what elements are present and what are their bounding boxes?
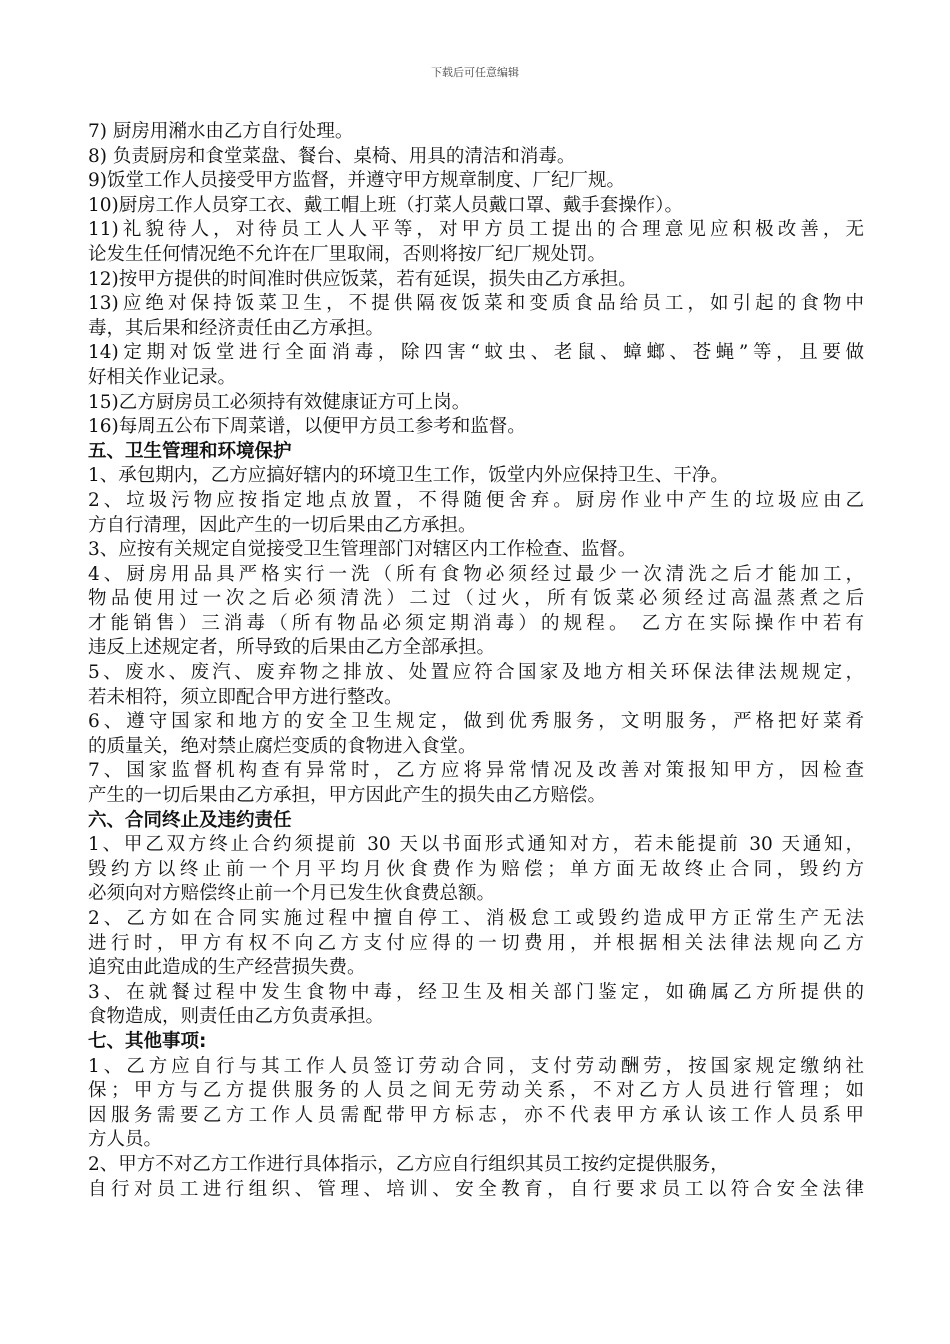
- text-line: 1、甲乙双方终止合约须提前 30 天以书面形式通知对方，若未能提前 30 天通知，: [88, 834, 864, 856]
- text-line: 的质量关，绝对禁止腐烂变质的食物进入食堂。: [88, 735, 477, 757]
- text-line: 追究由此造成的生产经营损失费。: [88, 957, 366, 979]
- text-line: 3、在就餐过程中发生食物中毒，经卫生及相关部门鉴定，如确属乙方所提供的: [88, 981, 864, 1003]
- text-line: 毒，其后果和经济责任由乙方承担。: [88, 317, 385, 339]
- text-line: 6、遵守国家和地方的安全卫生规定，做到优秀服务，文明服务，严格把好菜肴: [88, 711, 864, 733]
- text-line: 自行对员工进行组织、管理、培训、安全教育，自行要求员工以符合安全法律: [88, 1178, 864, 1200]
- page-header-note: 下载后可任意编辑: [431, 66, 519, 79]
- text-line: 7、国家监督机构查有异常时，乙方应将异常情况及改善对策报知甲方，因检查: [88, 760, 864, 782]
- text-line: 若未相符，须立即配合甲方进行整改。: [88, 686, 403, 708]
- text-line: 物品使用过一次之后必须清洗）二过（过火，所有饭菜必须经过高温蒸煮之后: [88, 588, 864, 610]
- text-line: 2、乙方如在合同实施过程中擅自停工、消极怠工或毁约造成甲方正常生产无法: [88, 908, 864, 929]
- text-line: 13)应绝对保持饭菜卫生，不提供隔夜饭菜和变质食品给员工，如引起的食物中: [88, 293, 864, 315]
- section-heading: 五、卫生管理和环境保护: [88, 440, 292, 462]
- text-line: 好相关作业记录。: [88, 366, 237, 388]
- text-line: 7) 厨房用潲水由乙方自行处理。: [88, 121, 354, 142]
- section-heading: 七、其他事项:: [88, 1030, 207, 1052]
- text-line: 3、应按有关规定自觉接受卫生管理部门对辖区内工作检查、监督。: [88, 539, 637, 561]
- text-line: 毁约方以终止前一个月平均月伙食费作为赔偿；单方面无故终止合同，毁约方: [88, 858, 864, 880]
- text-line: 因服务需要乙方工作人员需配带甲方标志，亦不代表甲方承认该工作人员系甲: [88, 1104, 864, 1126]
- text-line: 1、承包期内，乙方应搞好辖内的环境卫生工作，饭堂内外应保持卫生、干净。: [88, 465, 729, 487]
- text-line: 方自行清理，因此产生的一切后果由乙方承担。: [88, 514, 477, 536]
- text-line: 2、垃圾污物应按指定地点放置，不得随便舍弃。厨房作业中产生的垃圾应由乙: [88, 489, 864, 511]
- text-line: 8) 负责厨房和食堂菜盘、餐台、桌椅、用具的清洁和消毒。: [88, 145, 576, 167]
- document-body: [88, 120, 864, 1202]
- text-line: 14)定期对饭堂进行全面消毒，除四害“蚊虫、老鼠、蟑螂、苍蝇”等，且要做: [88, 342, 864, 364]
- text-line: 5、废水、废汽、废弃物之排放、处置应符合国家及地方相关环保法律法规规定，: [88, 662, 864, 684]
- text-line: 进行时，甲方有权不向乙方支付应得的一切费用，并根据相关法律法规向乙方: [88, 932, 864, 954]
- text-line: 15)乙方厨房员工必须持有效健康证方可上岗。: [88, 391, 471, 413]
- text-line: 才能销售）三消毒（所有物品必须定期消毒）的规程。 乙方在实际操作中若有: [88, 612, 864, 634]
- text-line: 食物造成，则责任由乙方负责承担。: [88, 1006, 385, 1028]
- text-line: 保；甲方与乙方提供服务的人员之间无劳动关系，不对乙方人员进行管理；如: [88, 1080, 864, 1102]
- text-line: 论发生任何情况绝不允许在厂里取闹，否则将按厂纪厂规处罚。: [88, 243, 607, 265]
- text-line: 1、乙方应自行与其工作人员签订劳动合同，支付劳动酬劳，按国家规定缴纳社: [88, 1055, 864, 1077]
- section-heading: 六、合同终止及违约责任: [88, 809, 292, 831]
- text-line: 10)厨房工作人员穿工衣、戴工帽上班（打菜人员戴口罩、戴手套操作）。: [88, 194, 684, 216]
- text-line: 违反上述规定者，所导致的后果由乙方全部承担。: [88, 637, 496, 659]
- text-line: 16)每周五公布下周菜谱，以便甲方员工参考和监督。: [88, 416, 526, 438]
- text-line: 9)饭堂工作人员接受甲方监督，并遵守甲方规章制度、厂纪厂规。: [88, 170, 625, 192]
- text-line: 2、甲方不对乙方工作进行具体指示，乙方应自行组织其员工按约定提供服务，: [88, 1153, 729, 1175]
- text-line: 4、厨房用品具严格实行一洗（所有食物必须经过最少一次清洗之后才能加工，: [88, 563, 864, 585]
- text-line: 产生的一切后果由乙方承担，甲方因此产生的损失由乙方赔偿。: [88, 785, 607, 807]
- text-line: 12)按甲方提供的时间准时供应饭菜，若有延误，损失由乙方承担。: [88, 268, 637, 290]
- text-line: 必须向对方赔偿终止前一个月已发生伙食费总额。: [88, 883, 496, 905]
- text-line: 11)礼貌待人，对待员工人人平等，对甲方员工提出的合理意见应积极改善，无: [88, 219, 864, 241]
- text-line: 方人员。: [88, 1129, 163, 1151]
